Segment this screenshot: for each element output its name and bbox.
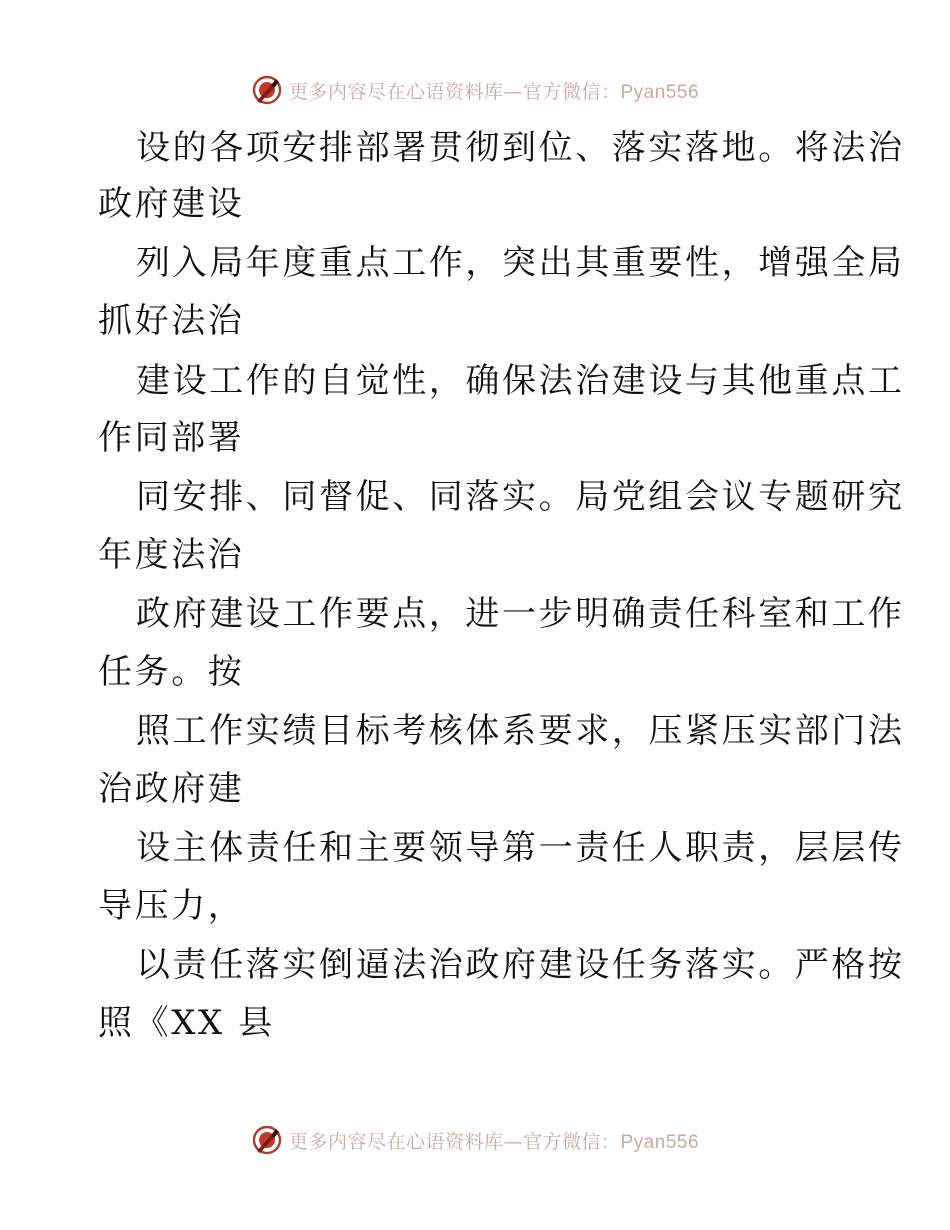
pen-circle-logo-icon [251, 74, 283, 106]
paragraph-line-continuation: 任务。按 [98, 652, 245, 692]
paragraph-line: 同安排、同督促、同落实。局党组会议专题研究 [136, 477, 905, 517]
paragraph-line: 照工作实绩目标考核体系要求，压紧压实部门法 [136, 711, 905, 751]
header-banner-text: 更多内容尽在心语资料库—官方微信：Pyan556 [288, 80, 700, 103]
footer-wechat-id: Pyan556 [620, 1131, 700, 1153]
paragraph-line-continuation: 政府建设 [98, 184, 245, 224]
pen-circle-logo-icon [251, 1124, 283, 1156]
paragraph-line: 政府建设工作要点，进一步明确责任科室和工作 [136, 594, 905, 634]
footer-banner [0, 1122, 950, 1158]
footer-banner-text: 更多内容尽在心语资料库—官方微信：Pyan556 [288, 1130, 700, 1153]
paragraph-line-continuation: 作同部署 [98, 418, 245, 458]
paragraph-line: 设主体责任和主要领导第一责任人职责，层层传 [136, 828, 905, 868]
paragraph-line-continuation: 导压力， [98, 886, 245, 926]
paragraph-line: 建设工作的自觉性，确保法治建设与其他重点工 [136, 361, 905, 401]
paragraph-line: 以责任落实倒逼法治政府建设任务落实。严格按 [136, 945, 905, 985]
paragraph-line-continuation: 治政府建 [98, 769, 245, 809]
header-wechat-id: Pyan556 [620, 81, 700, 103]
paragraph-line: 设的各项安排部署贯彻到位、落实落地。将法治 [136, 128, 905, 168]
header-banner [0, 72, 950, 108]
paragraph-line-continuation: 照《XX 县 [98, 1003, 275, 1043]
paragraph-line-continuation: 年度法治 [98, 535, 245, 575]
paragraph-line: 列入局年度重点工作，突出其重要性，增强全局 [136, 243, 905, 283]
paragraph-line-continuation: 抓好法治 [98, 301, 245, 341]
